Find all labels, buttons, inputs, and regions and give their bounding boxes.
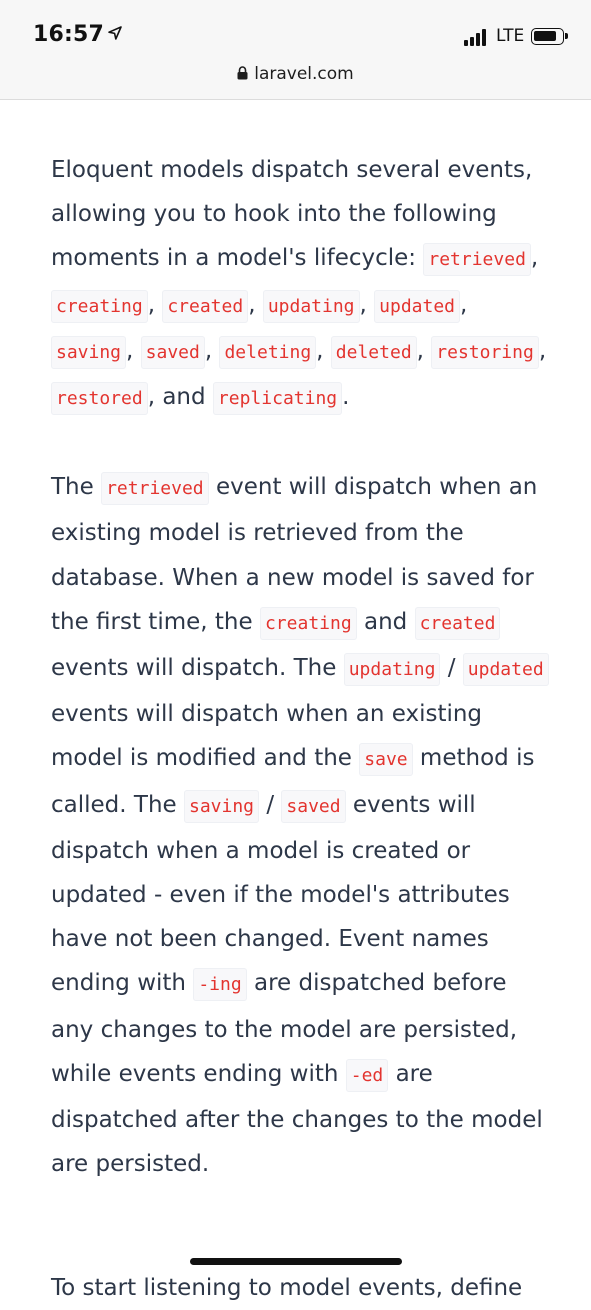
model-events-detail-paragraph: [51, 465, 551, 1186]
code-deleted: deleted: [331, 336, 417, 369]
url-text: laravel.com: [254, 64, 354, 84]
text: ,: [538, 337, 547, 364]
safari-top-bar: [0, 0, 591, 100]
text: , and: [147, 384, 213, 411]
text: and: [356, 608, 415, 635]
code-creating: creating: [260, 607, 357, 640]
status-time-label: 16:57: [33, 22, 105, 47]
code-ed-suffix: -ed: [346, 1059, 389, 1092]
code-saved: saved: [141, 336, 205, 369]
text: ,: [147, 291, 163, 318]
text: .: [342, 384, 350, 411]
code-created: created: [162, 290, 248, 323]
text: ,: [416, 337, 432, 364]
location-arrow-icon: [108, 26, 122, 40]
code-deleting: deleting: [219, 336, 316, 369]
text: /: [259, 791, 282, 818]
code-restoring: restoring: [431, 336, 539, 369]
text: method is called. The: [51, 745, 535, 818]
battery-icon: [531, 28, 564, 45]
text: ,: [460, 291, 468, 318]
text: The: [51, 474, 102, 501]
text: are dispatched after the changes to the model are persisted.: [51, 1060, 543, 1178]
network-type-label: LTE: [496, 26, 525, 46]
code-updated: updated: [374, 290, 460, 323]
code-retrieved: retrieved: [423, 243, 531, 276]
code-saved: saved: [281, 790, 345, 823]
code-save: save: [359, 743, 412, 776]
code-updating: updating: [263, 290, 360, 323]
text: are dispatched before any changes to the model are persisted, while events ending with: [51, 970, 518, 1087]
text: ,: [126, 337, 141, 364]
code-creating: creating: [51, 290, 148, 323]
text: events will dispatch. The: [51, 655, 344, 682]
model-events-intro-paragraph: [51, 148, 551, 421]
text: event will dispatch when an existing model is retrieved from the database. When a new model is saved for the first time, the: [51, 474, 538, 635]
code-ing-suffix: -ing: [193, 968, 246, 1001]
article-content: [51, 148, 551, 1186]
text: ,: [248, 291, 263, 318]
text: ,: [359, 291, 375, 318]
code-retrieved: retrieved: [101, 472, 209, 505]
text: ,: [530, 245, 539, 272]
code-replicating: replicating: [213, 382, 342, 415]
next-paragraph-partial: To start listening to model events, define: [51, 1275, 523, 1301]
status-time: [33, 22, 122, 47]
code-updated: updated: [463, 653, 549, 686]
text: events will dispatch when a model is created or updated - even if the model's attributes have not been changed. Event names ending with: [51, 791, 510, 997]
code-updating: updating: [344, 653, 441, 686]
lock-icon: [237, 66, 248, 80]
text: Eloquent models dispatch several events, allowing you to hook into the following moments in a model's lifecycle:: [51, 157, 533, 272]
cellular-signal-icon: [464, 28, 490, 46]
code-created: created: [415, 607, 501, 640]
code-restored: restored: [51, 382, 148, 415]
home-indicator[interactable]: [190, 1258, 402, 1265]
text: ,: [204, 337, 220, 364]
text: events will dispatch when an existing model is modified and the: [51, 701, 483, 772]
text: ,: [316, 337, 331, 364]
code-saving: saving: [51, 336, 126, 369]
address-bar[interactable]: [0, 64, 591, 84]
text: /: [440, 655, 463, 682]
code-saving: saving: [184, 790, 259, 823]
